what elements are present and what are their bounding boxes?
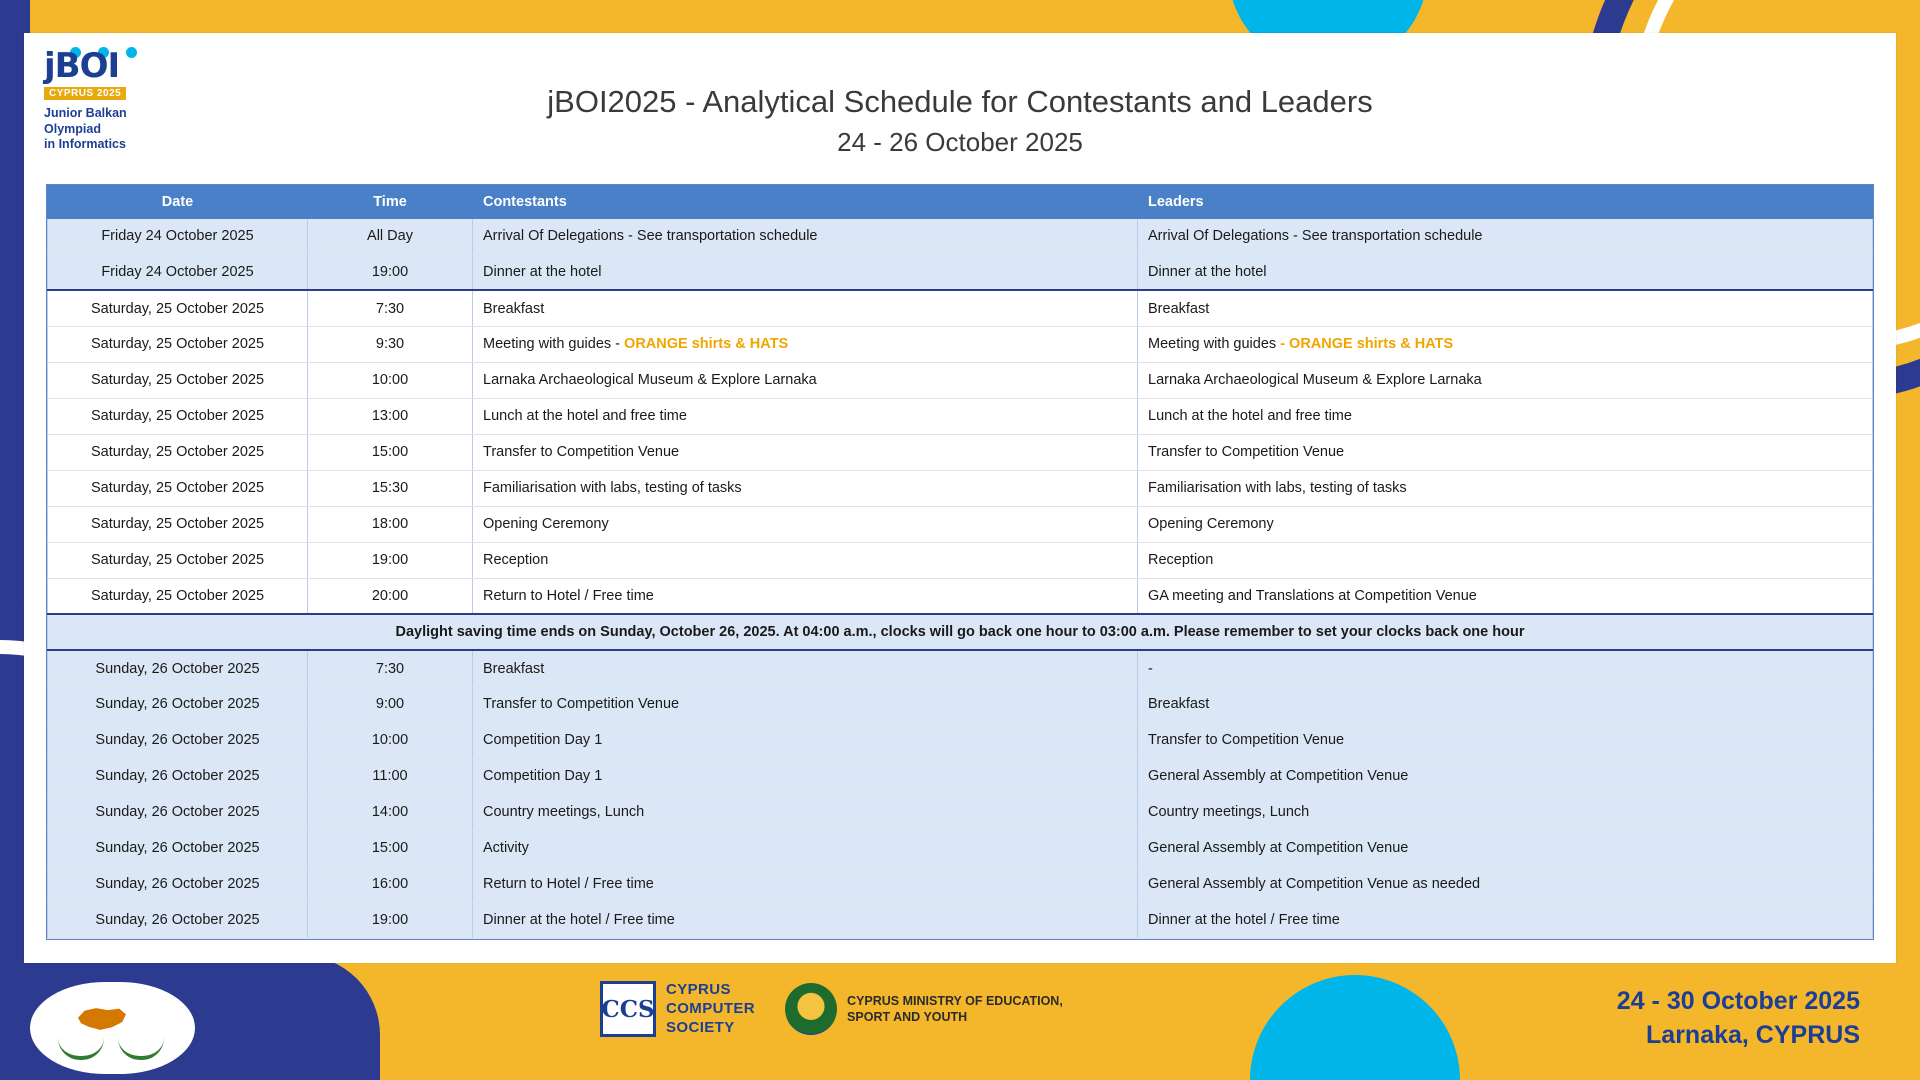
cell-leaders: Dinner at the hotel / Free time <box>1138 902 1873 938</box>
footer <box>0 963 1920 1080</box>
column-header-leaders: Leaders <box>1138 185 1873 218</box>
cell-date: Saturday, 25 October 2025 <box>48 434 308 470</box>
cell-time: 13:00 <box>308 398 473 434</box>
cell-leaders: Familiarisation with labs, testing of tasks <box>1138 470 1873 506</box>
cell-time: 15:00 <box>308 434 473 470</box>
table-row <box>48 290 1873 326</box>
table-header-row <box>48 185 1873 218</box>
cell-time: 18:00 <box>308 506 473 542</box>
table-row <box>48 434 1873 470</box>
table-row <box>48 398 1873 434</box>
cell-leaders: Transfer to Competition Venue <box>1138 722 1873 758</box>
cell-leaders: GA meeting and Translations at Competition Venue <box>1138 578 1873 614</box>
cell-contestants: Lunch at the hotel and free time <box>473 398 1138 434</box>
cell-contestants: Transfer to Competition Venue <box>473 434 1138 470</box>
cell-date: Friday 24 October 2025 <box>48 218 308 254</box>
schedule-table-head <box>48 185 1873 218</box>
daylight-saving-notice: Daylight saving time ends on Sunday, October 26, 2025. At 04:00 a.m., clocks will go back one hour to 03:00 a.m. Please remember to set your clocks back one hour <box>48 614 1873 650</box>
cell-date: Sunday, 26 October 2025 <box>48 866 308 902</box>
cell-leaders: Opening Ceremony <box>1138 506 1873 542</box>
column-header-time: Time <box>308 185 473 218</box>
cell-leaders: General Assembly at Competition Venue as needed <box>1138 866 1873 902</box>
column-header-date: Date <box>48 185 308 218</box>
table-row <box>48 326 1873 362</box>
cell-contestants: Return to Hotel / Free time <box>473 866 1138 902</box>
cell-time: 15:00 <box>308 830 473 866</box>
table-row <box>48 686 1873 722</box>
cell-time: All Day <box>308 218 473 254</box>
cell-time: 11:00 <box>308 758 473 794</box>
cell-date: Saturday, 25 October 2025 <box>48 470 308 506</box>
cell-contestants: Larnaka Archaeological Museum & Explore Larnaka <box>473 362 1138 398</box>
cell-contestants: Opening Ceremony <box>473 506 1138 542</box>
table-row <box>48 506 1873 542</box>
cell-date: Friday 24 October 2025 <box>48 254 308 290</box>
cell-leaders: Breakfast <box>1138 686 1873 722</box>
ministry-crest-icon <box>785 983 837 1035</box>
cell-time: 10:00 <box>308 722 473 758</box>
cell-contestants: Breakfast <box>473 650 1138 686</box>
footer-event-dates: 24 - 30 October 2025 <box>1616 987 1860 1015</box>
ccs-label <box>666 981 755 1037</box>
ministry-label-line1: CYPRUS MINISTRY OF EDUCATION, <box>847 993 1063 1008</box>
table-row <box>48 650 1873 686</box>
cell-contestants: Transfer to Competition Venue <box>473 686 1138 722</box>
footer-sponsor-logos <box>600 981 1063 1037</box>
cell-time: 9:00 <box>308 686 473 722</box>
schedule-table <box>47 185 1873 939</box>
cell-date: Saturday, 25 October 2025 <box>48 362 308 398</box>
logo-subtitle-line3: in Informatics <box>44 137 126 152</box>
table-row <box>48 758 1873 794</box>
cell-leaders: Larnaka Archaeological Museum & Explore Larnaka <box>1138 362 1873 398</box>
cell-date: Sunday, 26 October 2025 <box>48 902 308 938</box>
cyprus-computer-society-logo <box>600 981 755 1037</box>
cell-time: 19:00 <box>308 902 473 938</box>
cell-date: Sunday, 26 October 2025 <box>48 650 308 686</box>
cell-leaders: Dinner at the hotel <box>1138 254 1873 290</box>
cell-contestants: Meeting with guides - ORANGE shirts & HATS <box>473 326 1138 362</box>
table-row <box>48 794 1873 830</box>
cell-contestants: Return to Hotel / Free time <box>473 578 1138 614</box>
table-row <box>48 578 1873 614</box>
ccs-label-line3: SOCIETY <box>666 1018 735 1036</box>
cell-date: Saturday, 25 October 2025 <box>48 290 308 326</box>
table-row <box>48 470 1873 506</box>
cell-highlight-text: ORANGE shirts & HATS <box>624 336 789 353</box>
schedule-table-wrapper <box>46 184 1874 940</box>
daylight-saving-notice-row <box>48 614 1873 650</box>
cell-time: 9:30 <box>308 326 473 362</box>
page-title-line1: jBOI2025 - Analytical Schedule for Contestants and Leaders <box>547 84 1373 119</box>
cell-contestants: Dinner at the hotel / Free time <box>473 902 1138 938</box>
cell-time: 15:30 <box>308 470 473 506</box>
page-title <box>24 33 1896 162</box>
table-row <box>48 362 1873 398</box>
cell-date: Saturday, 25 October 2025 <box>48 326 308 362</box>
cell-time: 19:00 <box>308 254 473 290</box>
cell-date: Saturday, 25 October 2025 <box>48 506 308 542</box>
cell-date: Saturday, 25 October 2025 <box>48 542 308 578</box>
cell-contestants: Country meetings, Lunch <box>473 794 1138 830</box>
ccs-label-line1: CYPRUS <box>666 981 731 998</box>
table-row <box>48 254 1873 290</box>
cell-time: 10:00 <box>308 362 473 398</box>
jboi-logo <box>44 46 199 164</box>
cell-time: 19:00 <box>308 542 473 578</box>
table-row <box>48 866 1873 902</box>
logo-subtitle <box>44 106 199 153</box>
cell-leaders: General Assembly at Competition Venue <box>1138 830 1873 866</box>
cell-leaders: Transfer to Competition Venue <box>1138 434 1873 470</box>
cell-contestants: Reception <box>473 542 1138 578</box>
cell-date: Sunday, 26 October 2025 <box>48 686 308 722</box>
cell-time: 16:00 <box>308 866 473 902</box>
cell-contestants: Dinner at the hotel <box>473 254 1138 290</box>
cell-time: 14:00 <box>308 794 473 830</box>
cell-leaders: Lunch at the hotel and free time <box>1138 398 1873 434</box>
cell-time: 7:30 <box>308 290 473 326</box>
ccs-mark-icon: CCS <box>600 981 656 1037</box>
cell-contestants: Familiarisation with labs, testing of tasks <box>473 470 1138 506</box>
logo-dot-icon <box>126 47 137 58</box>
cell-date: Saturday, 25 October 2025 <box>48 578 308 614</box>
cell-date: Sunday, 26 October 2025 <box>48 758 308 794</box>
logo-subtitle-line2: Olympiad <box>44 121 101 136</box>
table-row <box>48 902 1873 938</box>
cell-date: Saturday, 25 October 2025 <box>48 398 308 434</box>
cell-date: Sunday, 26 October 2025 <box>48 794 308 830</box>
cell-leaders: - <box>1138 650 1873 686</box>
cell-contestants: Arrival Of Delegations - See transportation schedule <box>473 218 1138 254</box>
page-title-line2: 24 - 26 October 2025 <box>837 126 1083 157</box>
cell-leaders: General Assembly at Competition Venue <box>1138 758 1873 794</box>
cell-contestants: Competition Day 1 <box>473 722 1138 758</box>
cell-date: Sunday, 26 October 2025 <box>48 722 308 758</box>
cell-leaders: Breakfast <box>1138 290 1873 326</box>
cell-leaders: Reception <box>1138 542 1873 578</box>
ccs-label-line2: COMPUTER <box>666 999 756 1017</box>
cell-time: 7:30 <box>308 650 473 686</box>
cell-time: 20:00 <box>308 578 473 614</box>
schedule-table-body <box>48 218 1873 938</box>
table-row <box>48 722 1873 758</box>
ministry-label-line2: SPORT AND YOUTH <box>847 1010 968 1025</box>
table-row <box>48 218 1873 254</box>
cell-leaders: Country meetings, Lunch <box>1138 794 1873 830</box>
cell-leaders: Arrival Of Delegations - See transportation schedule <box>1138 218 1873 254</box>
cell-contestants: Activity <box>473 830 1138 866</box>
cell-contestants: Competition Day 1 <box>473 758 1138 794</box>
cell-date: Sunday, 26 October 2025 <box>48 830 308 866</box>
cell-highlight-text: - ORANGE shirts & HATS <box>1280 336 1454 353</box>
footer-event-info <box>1617 985 1860 1053</box>
cell-leaders: Meeting with guides - ORANGE shirts & HATS <box>1138 326 1873 362</box>
ministry-logo <box>785 983 1063 1035</box>
table-row <box>48 830 1873 866</box>
cell-contestants: Breakfast <box>473 290 1138 326</box>
logo-subtitle-line1: Junior Balkan <box>44 106 127 120</box>
table-row <box>48 542 1873 578</box>
logo-wordmark: jBOI <box>44 46 120 86</box>
schedule-card <box>24 33 1896 963</box>
footer-event-location: Larnaka, CYPRUS <box>1646 1020 1860 1049</box>
column-header-contestants: Contestants <box>473 185 1138 218</box>
logo-year-badge: CYPRUS 2025 <box>44 87 126 100</box>
ministry-label <box>847 993 1063 1026</box>
